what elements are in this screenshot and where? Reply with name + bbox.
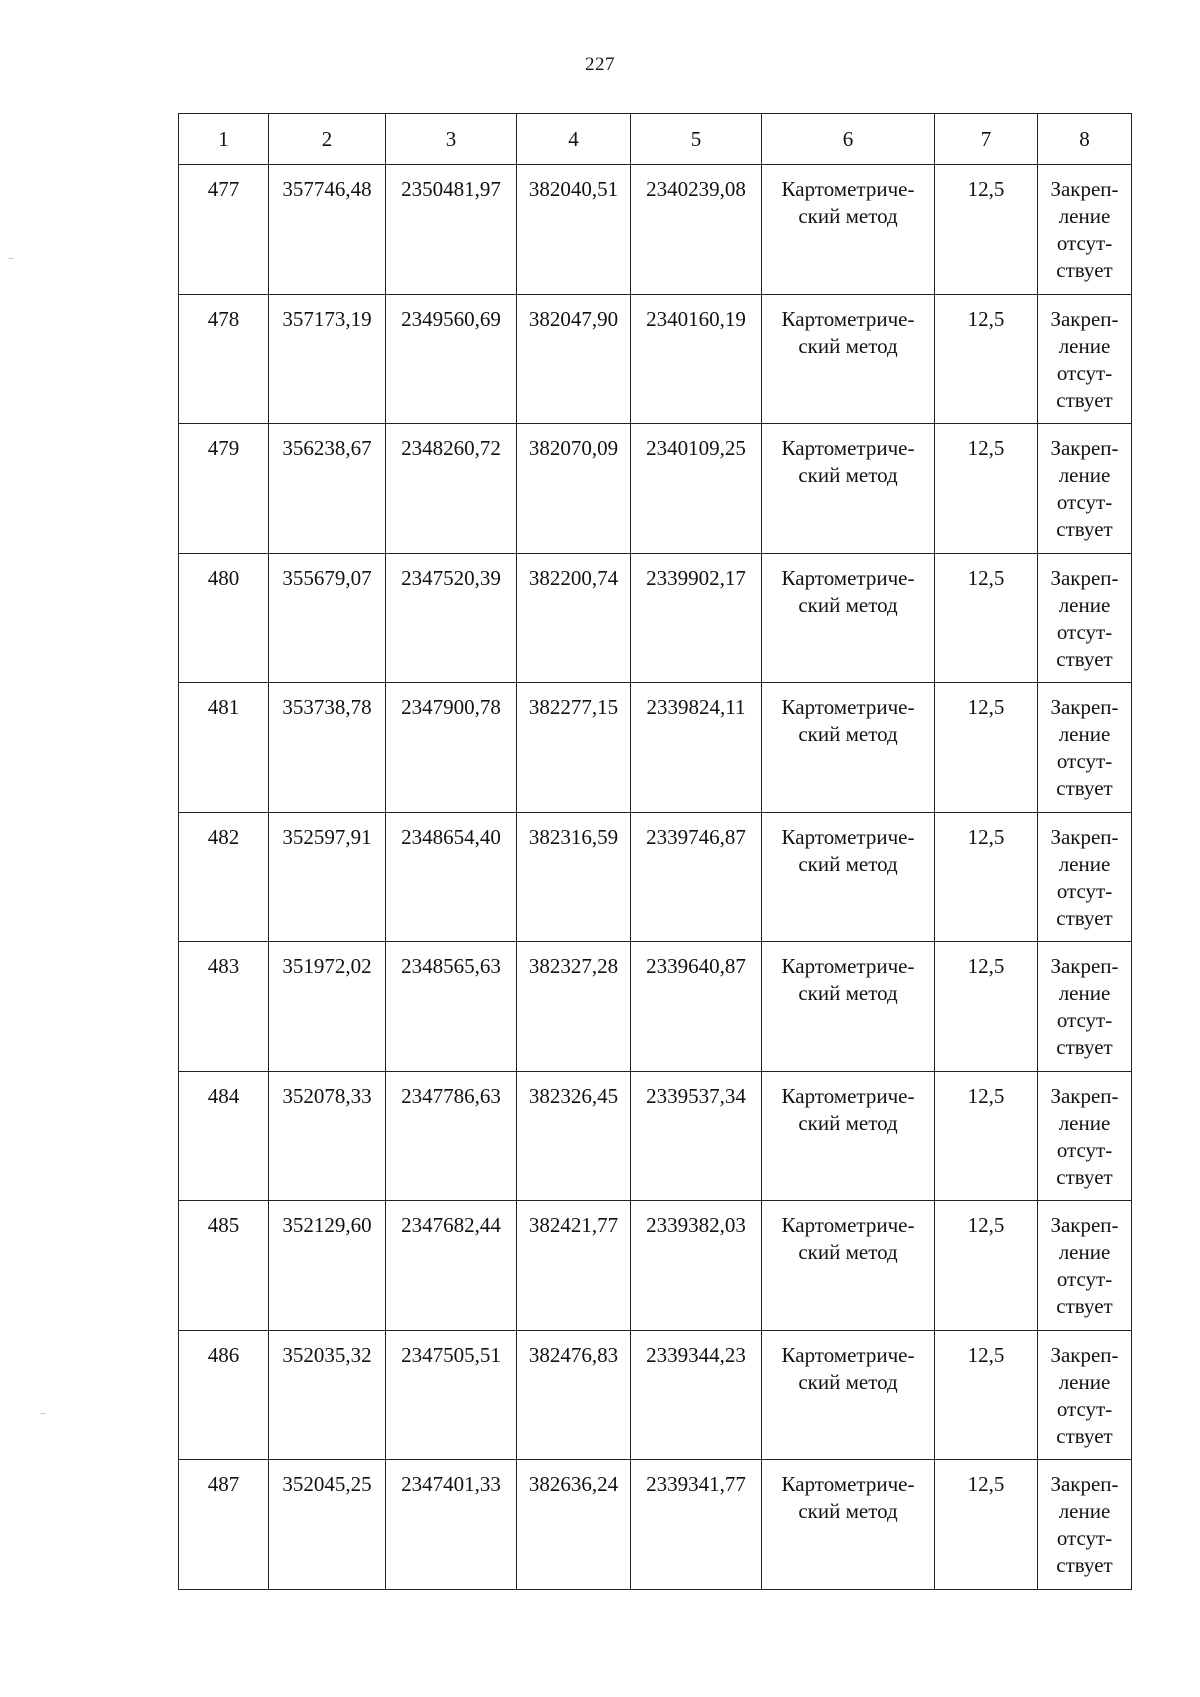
cell-point-number: 477 xyxy=(179,165,269,295)
cell-coord-5: 2339640,87 xyxy=(631,942,762,1072)
table-row xyxy=(179,942,1132,1072)
cell-coord-3: 2348654,40 xyxy=(386,812,517,942)
cell-coord-3: 2347505,51 xyxy=(386,1330,517,1460)
column-header-4: 4 xyxy=(517,114,631,165)
cell-coord-4: 382316,59 xyxy=(517,812,631,942)
cell-coord-3: 2349560,69 xyxy=(386,294,517,424)
table-row xyxy=(179,1460,1132,1590)
cell-coord-4: 382200,74 xyxy=(517,553,631,683)
header-row xyxy=(179,114,1132,165)
cell-coord-3: 2347401,33 xyxy=(386,1460,517,1590)
cell-coord-2: 355679,07 xyxy=(269,553,386,683)
cell-method: Картометриче- ский метод xyxy=(762,1201,935,1331)
table-row xyxy=(179,683,1132,813)
cell-fixation-note: Закреп- ление отсут- ствует xyxy=(1038,683,1132,813)
coordinates-table xyxy=(178,113,1132,1590)
cell-accuracy: 12,5 xyxy=(935,812,1038,942)
scan-margin-mark xyxy=(40,1413,46,1414)
cell-fixation-note: Закреп- ление отсут- ствует xyxy=(1038,1460,1132,1590)
cell-coord-3: 2348260,72 xyxy=(386,424,517,554)
page-number: 227 xyxy=(585,54,615,75)
cell-coord-2: 351972,02 xyxy=(269,942,386,1072)
column-header-1: 1 xyxy=(179,114,269,165)
cell-point-number: 483 xyxy=(179,942,269,1072)
cell-coord-5: 2340160,19 xyxy=(631,294,762,424)
cell-coord-3: 2347682,44 xyxy=(386,1201,517,1331)
cell-fixation-note: Закреп- ление отсут- ствует xyxy=(1038,812,1132,942)
cell-coord-4: 382636,24 xyxy=(517,1460,631,1590)
column-header-6: 6 xyxy=(762,114,935,165)
table-body xyxy=(179,165,1132,1590)
cell-coord-2: 352078,33 xyxy=(269,1071,386,1201)
cell-coord-5: 2339344,23 xyxy=(631,1330,762,1460)
table-row xyxy=(179,553,1132,683)
cell-point-number: 486 xyxy=(179,1330,269,1460)
cell-method: Картометриче- ский метод xyxy=(762,812,935,942)
cell-accuracy: 12,5 xyxy=(935,942,1038,1072)
cell-point-number: 481 xyxy=(179,683,269,813)
cell-coord-3: 2350481,97 xyxy=(386,165,517,295)
column-header-7: 7 xyxy=(935,114,1038,165)
cell-accuracy: 12,5 xyxy=(935,683,1038,813)
table-row xyxy=(179,424,1132,554)
cell-coord-3: 2347900,78 xyxy=(386,683,517,813)
cell-fixation-note: Закреп- ление отсут- ствует xyxy=(1038,294,1132,424)
cell-fixation-note: Закреп- ление отсут- ствует xyxy=(1038,1071,1132,1201)
cell-point-number: 484 xyxy=(179,1071,269,1201)
cell-coord-4: 382476,83 xyxy=(517,1330,631,1460)
cell-fixation-note: Закреп- ление отсут- ствует xyxy=(1038,1201,1132,1331)
column-header-2: 2 xyxy=(269,114,386,165)
table-row xyxy=(179,1330,1132,1460)
cell-method: Картометриче- ский метод xyxy=(762,553,935,683)
cell-point-number: 485 xyxy=(179,1201,269,1331)
cell-method: Картометриче- ский метод xyxy=(762,1460,935,1590)
cell-method: Картометриче- ский метод xyxy=(762,424,935,554)
cell-coord-2: 357173,19 xyxy=(269,294,386,424)
cell-coord-4: 382326,45 xyxy=(517,1071,631,1201)
cell-fixation-note: Закреп- ление отсут- ствует xyxy=(1038,165,1132,295)
cell-point-number: 478 xyxy=(179,294,269,424)
cell-coord-4: 382047,90 xyxy=(517,294,631,424)
cell-coord-2: 352597,91 xyxy=(269,812,386,942)
cell-point-number: 482 xyxy=(179,812,269,942)
cell-coord-4: 382327,28 xyxy=(517,942,631,1072)
table-header xyxy=(179,114,1132,165)
scan-margin-mark xyxy=(8,258,14,259)
cell-coord-2: 356238,67 xyxy=(269,424,386,554)
cell-coord-4: 382421,77 xyxy=(517,1201,631,1331)
table-row xyxy=(179,1201,1132,1331)
cell-coord-2: 352129,60 xyxy=(269,1201,386,1331)
cell-method: Картометриче- ский метод xyxy=(762,1330,935,1460)
table-row xyxy=(179,165,1132,295)
cell-coord-3: 2347786,63 xyxy=(386,1071,517,1201)
cell-coord-5: 2339382,03 xyxy=(631,1201,762,1331)
column-header-8: 8 xyxy=(1038,114,1132,165)
cell-coord-5: 2340239,08 xyxy=(631,165,762,295)
column-header-3: 3 xyxy=(386,114,517,165)
cell-method: Картометриче- ский метод xyxy=(762,942,935,1072)
cell-accuracy: 12,5 xyxy=(935,553,1038,683)
table-row xyxy=(179,1071,1132,1201)
cell-fixation-note: Закреп- ление отсут- ствует xyxy=(1038,942,1132,1072)
cell-method: Картометриче- ский метод xyxy=(762,683,935,813)
cell-coord-2: 353738,78 xyxy=(269,683,386,813)
cell-point-number: 487 xyxy=(179,1460,269,1590)
cell-coord-2: 357746,48 xyxy=(269,165,386,295)
cell-accuracy: 12,5 xyxy=(935,165,1038,295)
cell-accuracy: 12,5 xyxy=(935,1330,1038,1460)
cell-method: Картометриче- ский метод xyxy=(762,165,935,295)
cell-fixation-note: Закреп- ление отсут- ствует xyxy=(1038,424,1132,554)
cell-coord-4: 382040,51 xyxy=(517,165,631,295)
cell-point-number: 480 xyxy=(179,553,269,683)
cell-coord-3: 2347520,39 xyxy=(386,553,517,683)
cell-method: Картометриче- ский метод xyxy=(762,1071,935,1201)
cell-point-number: 479 xyxy=(179,424,269,554)
cell-accuracy: 12,5 xyxy=(935,294,1038,424)
cell-coord-5: 2339902,17 xyxy=(631,553,762,683)
cell-coord-5: 2339537,34 xyxy=(631,1071,762,1201)
cell-coord-2: 352045,25 xyxy=(269,1460,386,1590)
cell-fixation-note: Закреп- ление отсут- ствует xyxy=(1038,553,1132,683)
cell-accuracy: 12,5 xyxy=(935,1071,1038,1201)
cell-method: Картометриче- ский метод xyxy=(762,294,935,424)
table-row xyxy=(179,294,1132,424)
cell-coord-2: 352035,32 xyxy=(269,1330,386,1460)
cell-accuracy: 12,5 xyxy=(935,1201,1038,1331)
column-header-5: 5 xyxy=(631,114,762,165)
cell-coord-4: 382277,15 xyxy=(517,683,631,813)
cell-coord-5: 2340109,25 xyxy=(631,424,762,554)
cell-coord-5: 2339341,77 xyxy=(631,1460,762,1590)
cell-coord-5: 2339746,87 xyxy=(631,812,762,942)
cell-coord-3: 2348565,63 xyxy=(386,942,517,1072)
cell-accuracy: 12,5 xyxy=(935,424,1038,554)
cell-accuracy: 12,5 xyxy=(935,1460,1038,1590)
table-row xyxy=(179,812,1132,942)
cell-coord-4: 382070,09 xyxy=(517,424,631,554)
cell-fixation-note: Закреп- ление отсут- ствует xyxy=(1038,1330,1132,1460)
cell-coord-5: 2339824,11 xyxy=(631,683,762,813)
